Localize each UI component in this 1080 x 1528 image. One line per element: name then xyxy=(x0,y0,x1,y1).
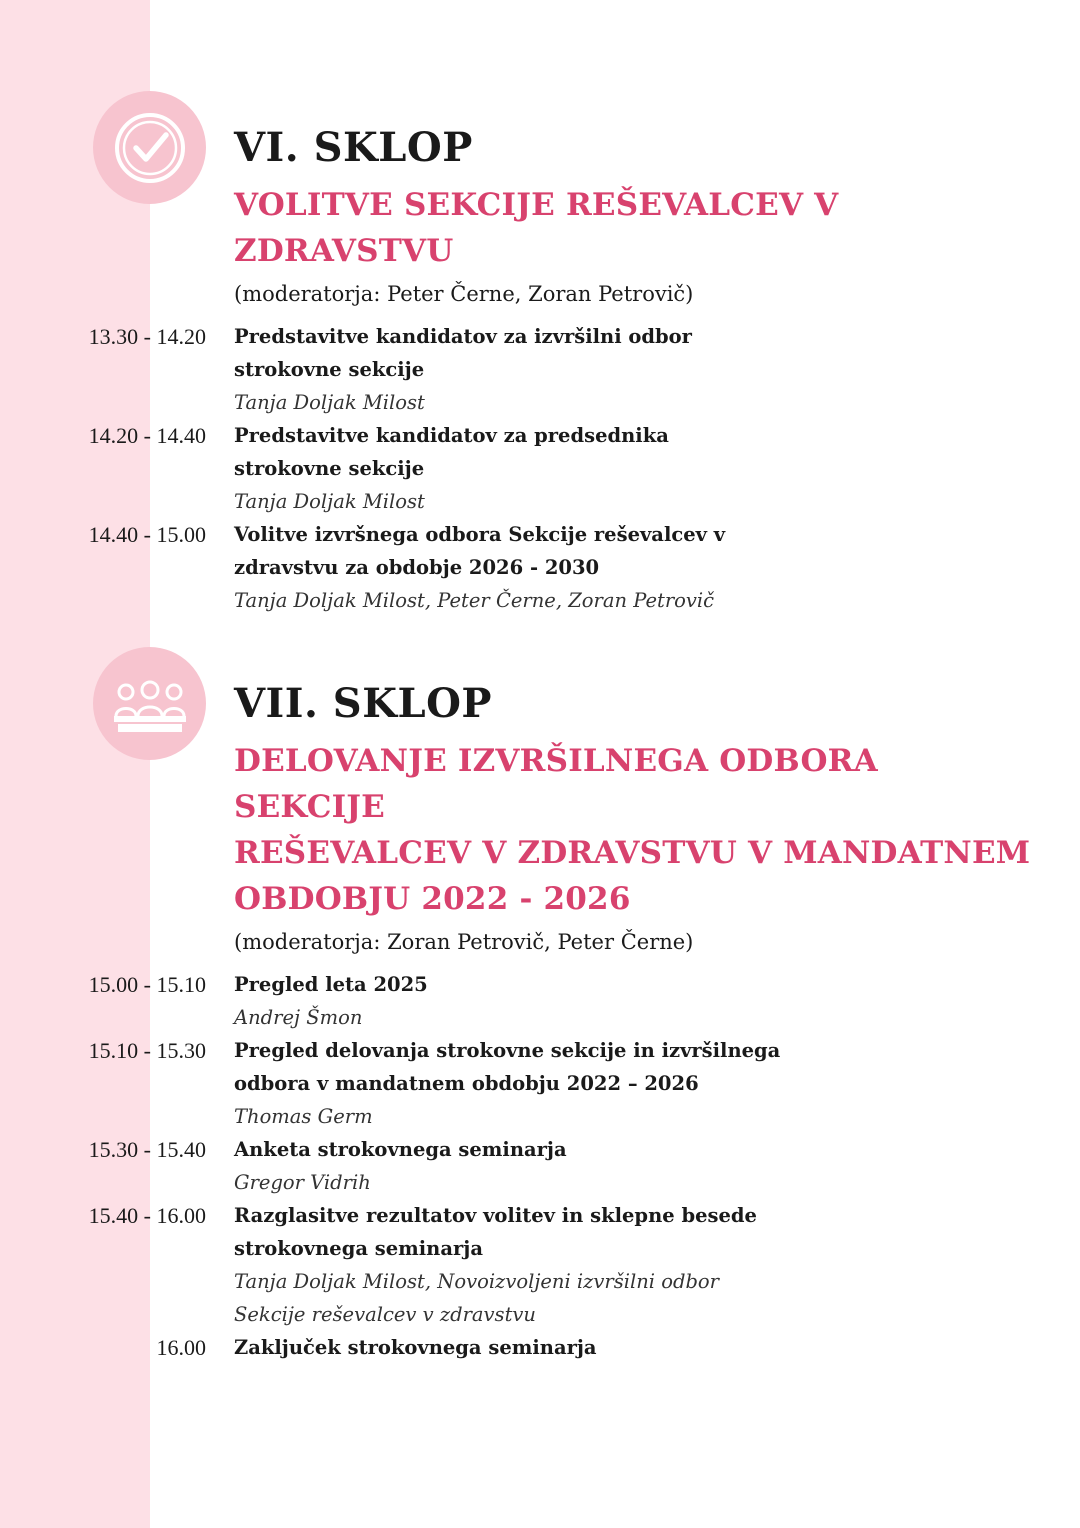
agenda-speaker: Sekcije reševalcev v zdravstvu xyxy=(234,1303,536,1326)
agenda-time: 15.10 - 15.30 xyxy=(88,1038,206,1063)
agenda-title: Predstavitve kandidatov za predsednika xyxy=(234,424,669,447)
agenda-item xyxy=(58,518,1034,617)
agenda-item xyxy=(58,1133,1034,1199)
section-subtitle: REŠEVALCEV V ZDRAVSTVU V MANDATNEM xyxy=(234,835,1031,871)
agenda-title: Zaključek strokovnega seminarja xyxy=(234,1336,597,1359)
agenda-item xyxy=(58,1199,1034,1331)
section-moderators: (moderatorja: Peter Černe, Zoran Petrovič) xyxy=(234,282,694,306)
agenda-item xyxy=(58,1331,1034,1364)
agenda-title: Anketa strokovnega seminarja xyxy=(234,1138,567,1161)
agenda-item xyxy=(58,968,1034,1034)
agenda-speaker: Tanja Doljak Milost, Novoizvoljeni izvršilni odbor xyxy=(234,1270,719,1293)
agenda-title: strokovnega seminarja xyxy=(234,1237,483,1260)
agenda-time: 15.30 - 15.40 xyxy=(88,1137,206,1162)
section-6-badge xyxy=(93,91,206,204)
section-7-badge xyxy=(93,647,206,760)
agenda-time: 16.00 xyxy=(156,1335,206,1360)
agenda-speaker: Andrej Šmon xyxy=(234,1006,363,1029)
section-6 xyxy=(88,124,1034,617)
agenda-title: Razglasitve rezultatov volitev in sklepne besede xyxy=(234,1204,757,1227)
agenda-item xyxy=(58,320,1034,419)
agenda-speaker: Gregor Vidrih xyxy=(234,1171,371,1194)
agenda-title: strokovne sekcije xyxy=(234,358,425,381)
checkmark-icon xyxy=(112,110,188,186)
section-subtitle: VOLITVE SEKCIJE REŠEVALCEV V ZDRAVSTVU xyxy=(234,187,839,269)
committee-people-icon xyxy=(110,672,190,736)
agenda-speaker: Tanja Doljak Milost xyxy=(234,490,425,513)
section-title: VII. SKLOP xyxy=(234,680,493,727)
section-moderators: (moderatorja: Zoran Petrovič, Peter Černe) xyxy=(234,930,694,954)
agenda-title: Pregled leta 2025 xyxy=(234,973,428,996)
agenda-item xyxy=(58,419,1034,518)
section-subtitle: DELOVANJE IZVRŠILNEGA ODBORA SEKCIJE xyxy=(234,743,878,825)
agenda-item xyxy=(58,1034,1034,1133)
agenda-time: 14.40 - 15.00 xyxy=(88,522,206,547)
section-title: VI. SKLOP xyxy=(234,124,473,171)
agenda-title: zdravstvu za obdobje 2026 - 2030 xyxy=(234,556,600,579)
agenda-list xyxy=(58,968,1034,1364)
section-7 xyxy=(88,680,1034,1364)
agenda-time: 13.30 - 14.20 xyxy=(88,324,206,349)
agenda-speaker: Thomas Germ xyxy=(234,1105,373,1128)
agenda-speaker: Tanja Doljak Milost, Peter Černe, Zoran Petrovič xyxy=(234,589,715,612)
agenda-speaker: Tanja Doljak Milost xyxy=(234,391,425,414)
agenda-list xyxy=(58,320,1034,617)
section-subtitle: OBDOBJU 2022 - 2026 xyxy=(234,881,631,917)
agenda-title: strokovne sekcije xyxy=(234,457,425,480)
agenda-time: 15.40 - 16.00 xyxy=(88,1203,206,1228)
agenda-title: odbora v mandatnem obdobju 2022 – 2026 xyxy=(234,1072,699,1095)
agenda-time: 15.00 - 15.10 xyxy=(88,972,206,997)
agenda-title: Volitve izvršnega odbora Sekcije reševalcev v xyxy=(234,523,726,546)
agenda-time: 14.20 - 14.40 xyxy=(88,423,206,448)
agenda-title: Pregled delovanja strokovne sekcije in izvršilnega xyxy=(234,1039,781,1062)
agenda-title: Predstavitve kandidatov za izvršilni odbor xyxy=(234,325,692,348)
